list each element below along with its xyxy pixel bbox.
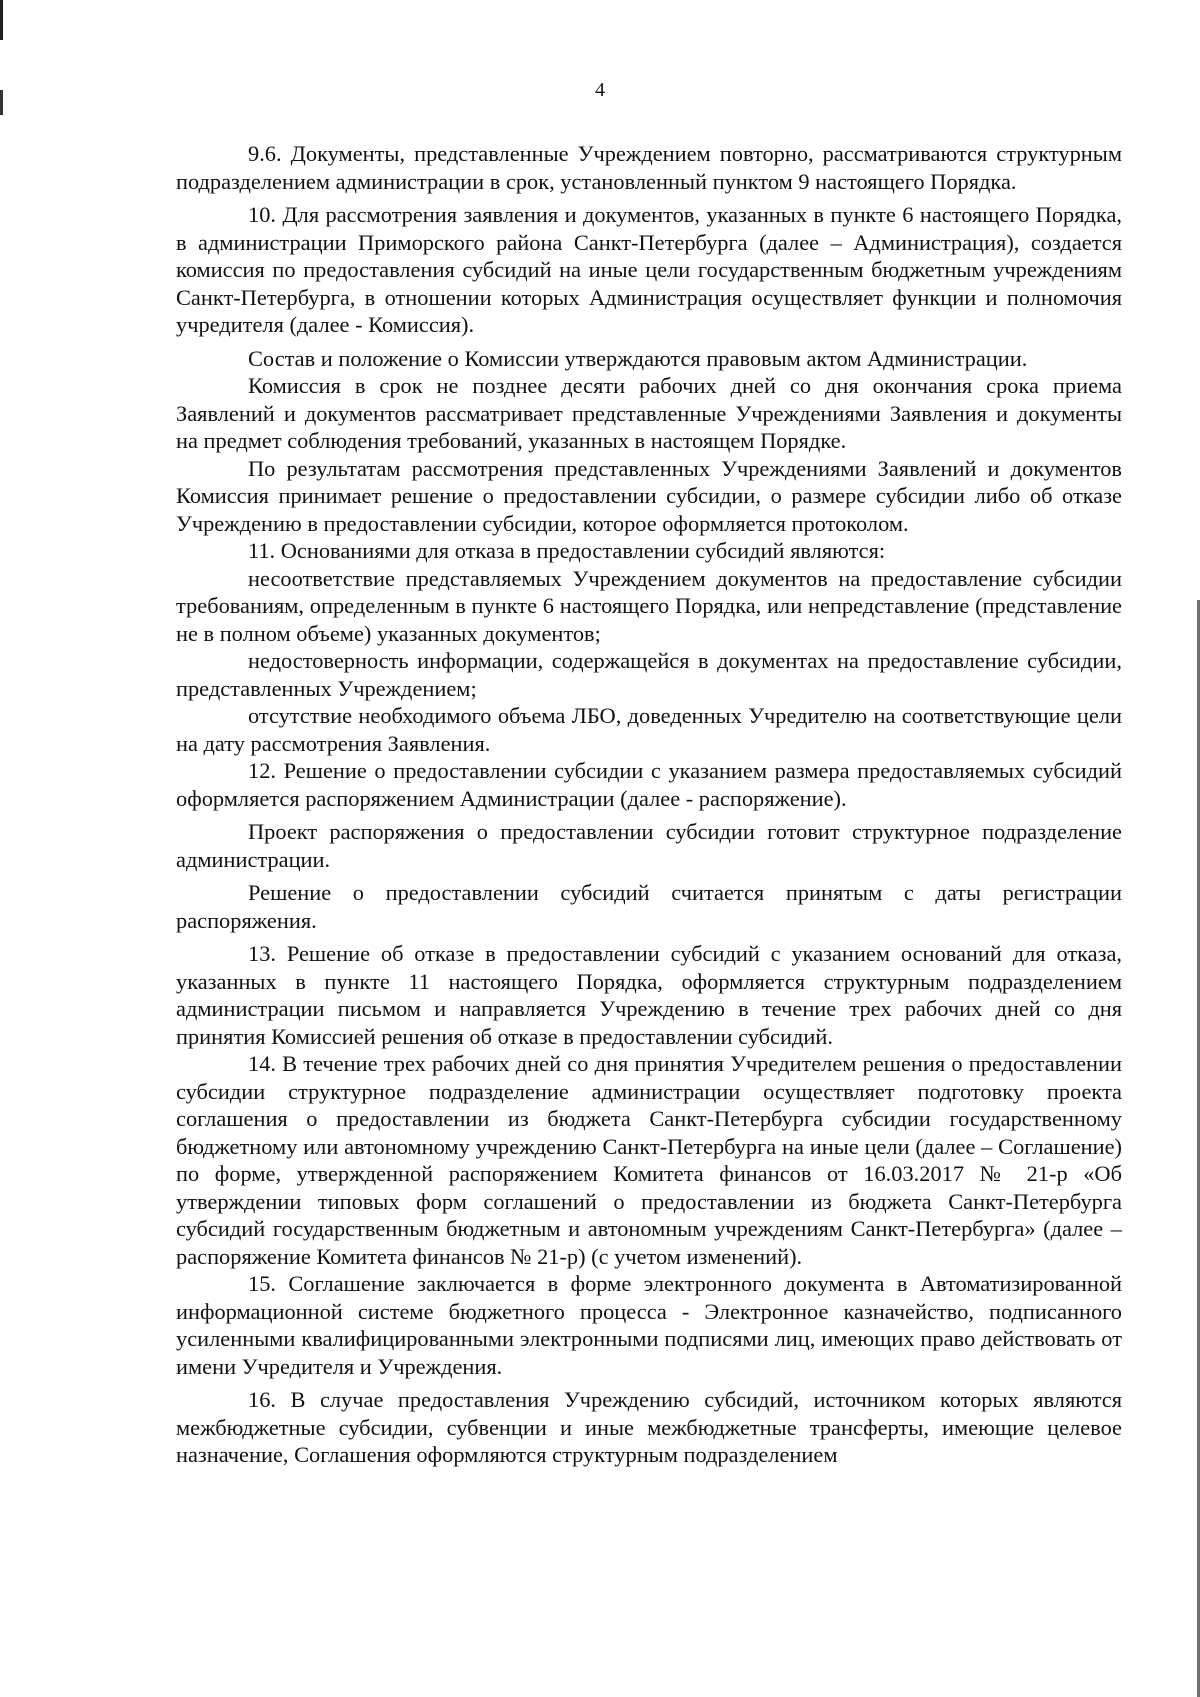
paragraph-12: 12. Решение о предоставлении субсидии с указанием размера предоставляемых субсидий оформляется распоряжением Администрации (далее - распоряжение).: [176, 758, 1122, 811]
paragraph-11-reason-1: несоответствие представляемых Учреждением документов на предоставление субсидии требованиям, определенным в пункте 6 настоящего Порядка, или непредставление (представление не в полном объеме) указанных документов;: [176, 565, 1122, 646]
paragraph-14: 14. В течение трех рабочих дней со дня принятия Учредителем решения о предоставлении субсидии структурное подразделение администрации осуществляет подготовку проекта соглашения о предоставлении из бюджета Санкт-Петербурга субсидии государственному бюджетному или автономному учреждению Санкт-Петербурга на иные цели (далее – Соглашение) по форме, утвержденной распоряжением Комитета финансов от 16.03.2017 № 21-р «Об утверждении типовых форм соглашений о предоставлении из бюджета Санкт-Петербурга субсидий государственным бюджетным и автономным учреждениям Санкт-Петербурга» (далее – распоряжение Комитета финансов № 21-р) (с учетом изменений).: [176, 1051, 1122, 1269]
document-body: [176, 140, 1122, 1469]
scan-edge-left: [0, 0, 3, 1697]
paragraph-12-decision: Решение о предоставлении субсидий считается принятым с даты регистрации распоряжения.: [176, 880, 1122, 933]
paragraph-16: 16. В случае предоставления Учреждению субсидий, источником которых являются межбюджетные субсидии, субвенции и иные межбюджетные трансферты, имеющие целевое назначение, Соглашения оформляются структурным подразделением: [176, 1387, 1122, 1467]
paragraph-15: 15. Соглашение заключается в форме электронного документа в Автоматизированной информационной системе бюджетного процесса - Электронное казначейство, подписанного усиленными квалифицированными электронными подписями лиц, имеющих право действовать от имени Учредителя и Учреждения.: [176, 1271, 1122, 1379]
paragraph-11: 11. Основаниями для отказа в предоставлении субсидий являются:: [248, 538, 886, 563]
paragraph-review-results: По результатам рассмотрения представленных Учреждениями Заявлений и документов Комиссия принимает решение о предоставлении субсидии, о размере субсидии либо об отказе Учреждению в предоставлении субсидии, которое оформляется протоколом.: [176, 455, 1122, 536]
paragraph-13: 13. Решение об отказе в предоставлении субсидий с указанием оснований для отказа, указанных в пункте 11 настоящего Порядка, оформляется структурным подразделением администрации письмом и направляется Учреждению в течение трех рабочих дней со дня принятия Комиссией решения об отказе в предоставлении субсидий.: [176, 941, 1122, 1049]
paragraph-commission-composition: Состав и положение о Комиссии утверждаются правовым актом Администрации.: [248, 345, 1028, 371]
page-number: 4: [595, 79, 605, 101]
paragraph-10: 10. Для рассмотрения заявления и документов, указанных в пункте 6 настоящего Порядка, в администрации Приморского района Санкт-Петербурга (далее – Администрация), создается комиссия по предоставления субсидий на иные цели государственным бюджетным учреждениям Санкт-Петербурга, в отношении которых Администрация осуществляет функции и полномочия учредителя (далее - Комиссия).: [176, 202, 1122, 337]
paragraph-11-reason-3: отсутствие необходимого объема ЛБО, доведенных Учредителю на соответствующие цели на дату рассмотрения Заявления.: [176, 703, 1122, 756]
paragraph-12-draft: Проект распоряжения о предоставлении субсидии готовит структурное подразделение администрации.: [176, 819, 1122, 872]
paragraph-11-reason-2: недостоверность информации, содержащейся в документах на предоставление субсидии, представленных Учреждением;: [176, 648, 1122, 701]
paragraph-commission-review: Комиссия в срок не позднее десяти рабочих дней со дня окончания срока приема Заявлений и документов рассматривает представленные Учреждениями Заявления и документы на предмет соблюдения требований, указанных в настоящем Порядке.: [176, 373, 1122, 453]
paragraph-9-6: 9.6. Документы, представленные Учреждением повторно, рассматриваются структурным подразделением администрации в срок, установленный пунктом 9 настоящего Порядка.: [176, 141, 1122, 194]
